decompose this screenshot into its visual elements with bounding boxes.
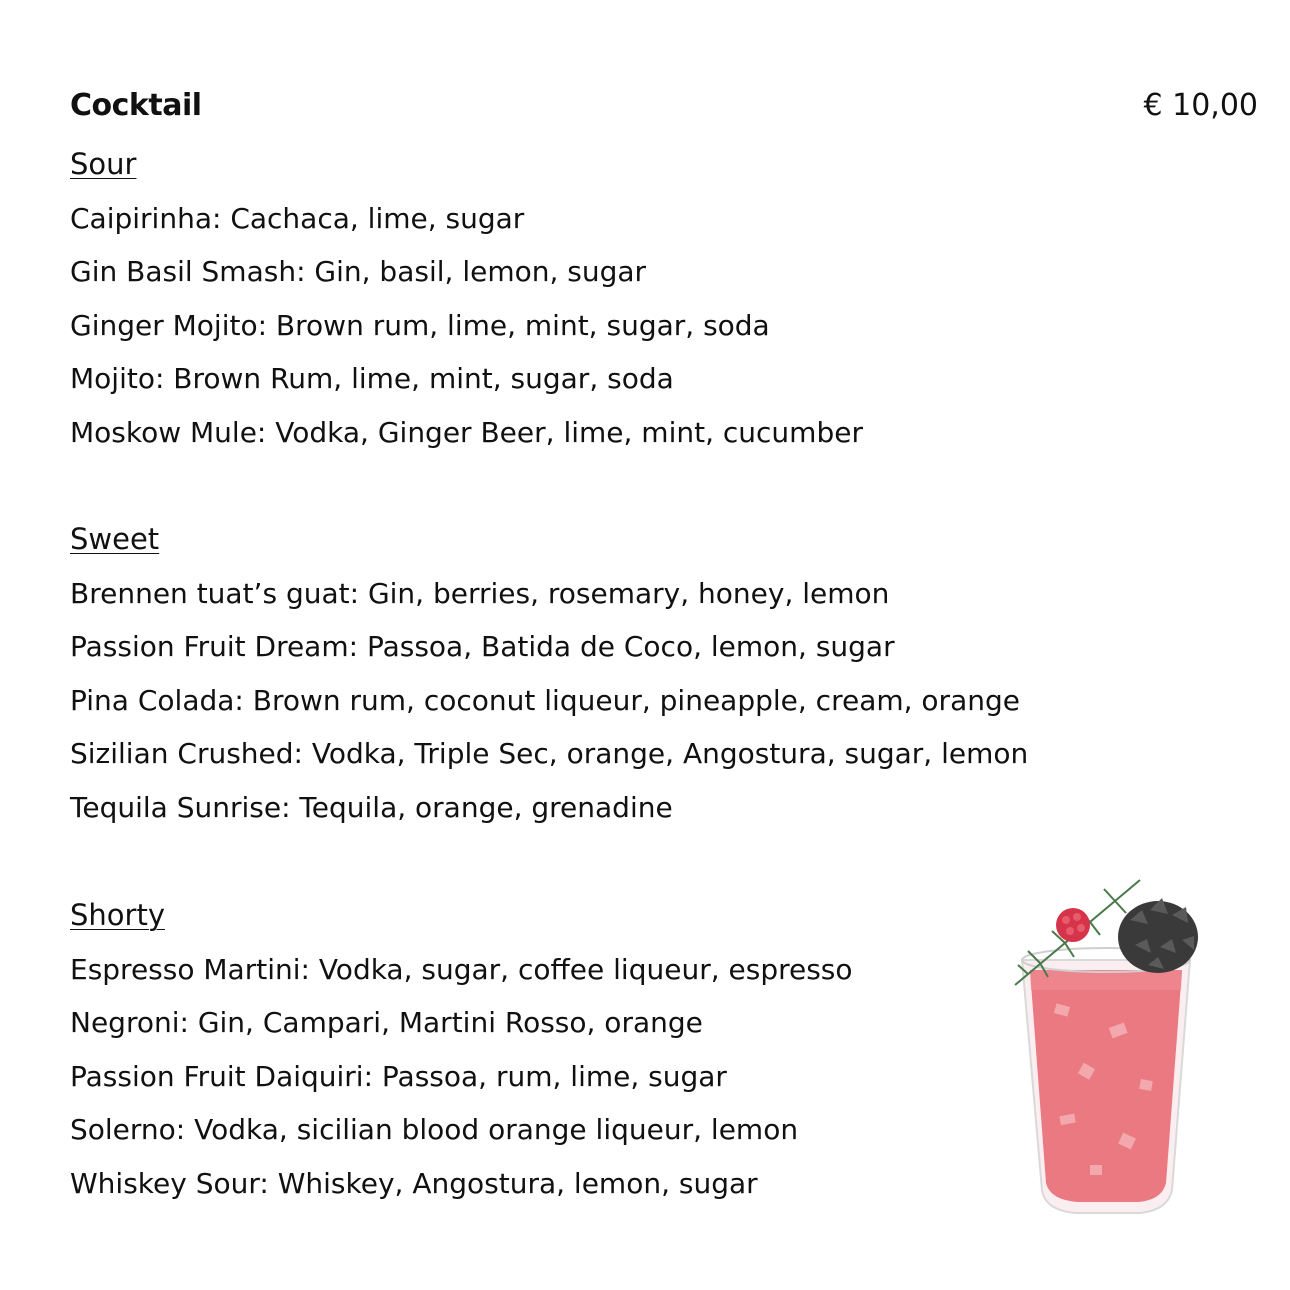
list-item: Brennen tuat’s guat: Gin, berries, rosemary, honey, lemon	[70, 576, 890, 610]
section-title: Sweet	[70, 522, 160, 556]
list-item: Caipirinha: Cachaca, lime, sugar	[70, 201, 525, 235]
list-item: Espresso Martini: Vodka, sugar, coffee liqueur, espresso	[70, 952, 853, 986]
menu-price: € 10,00	[1143, 88, 1258, 123]
list-item: Sizilian Crushed: Vodka, Triple Sec, orange, Angostura, sugar, lemon	[70, 737, 1029, 771]
list-item: Ginger Mojito: Brown rum, lime, mint, sugar, soda	[70, 308, 770, 342]
berry-icon	[1056, 908, 1090, 942]
section-sour	[70, 138, 863, 460]
cocktail-glass-illustration	[1000, 865, 1215, 1225]
section-sweet	[70, 513, 1028, 835]
section-title: Shorty	[70, 898, 165, 932]
menu-header	[70, 88, 1258, 123]
list-item: Moskow Mule: Vodka, Ginger Beer, lime, mint, cucumber	[70, 415, 863, 449]
list-item: Negroni: Gin, Campari, Martini Rosso, orange	[70, 1006, 703, 1040]
menu-title: Cocktail	[70, 88, 202, 123]
list-item: Passion Fruit Dream: Passoa, Batida de Coco, lemon, sugar	[70, 630, 895, 664]
list-item: Tequila Sunrise: Tequila, orange, grenadine	[70, 790, 673, 824]
list-item: Passion Fruit Daiquiri: Passoa, rum, lime, sugar	[70, 1059, 727, 1093]
drink-liquid	[1030, 970, 1182, 1202]
section-title: Sour	[70, 147, 137, 181]
list-item: Pina Colada: Brown rum, coconut liqueur, pineapple, cream, orange	[70, 683, 1020, 717]
list-item: Gin Basil Smash: Gin, basil, lemon, sugar	[70, 255, 647, 289]
pinecone-icon	[1118, 898, 1198, 973]
list-item: Solerno: Vodka, sicilian blood orange liqueur, lemon	[70, 1113, 799, 1147]
list-item: Whiskey Sour: Whiskey, Angostura, lemon, sugar	[70, 1166, 758, 1200]
section-shorty	[70, 889, 853, 1211]
list-item: Mojito: Brown Rum, lime, mint, sugar, soda	[70, 362, 674, 396]
